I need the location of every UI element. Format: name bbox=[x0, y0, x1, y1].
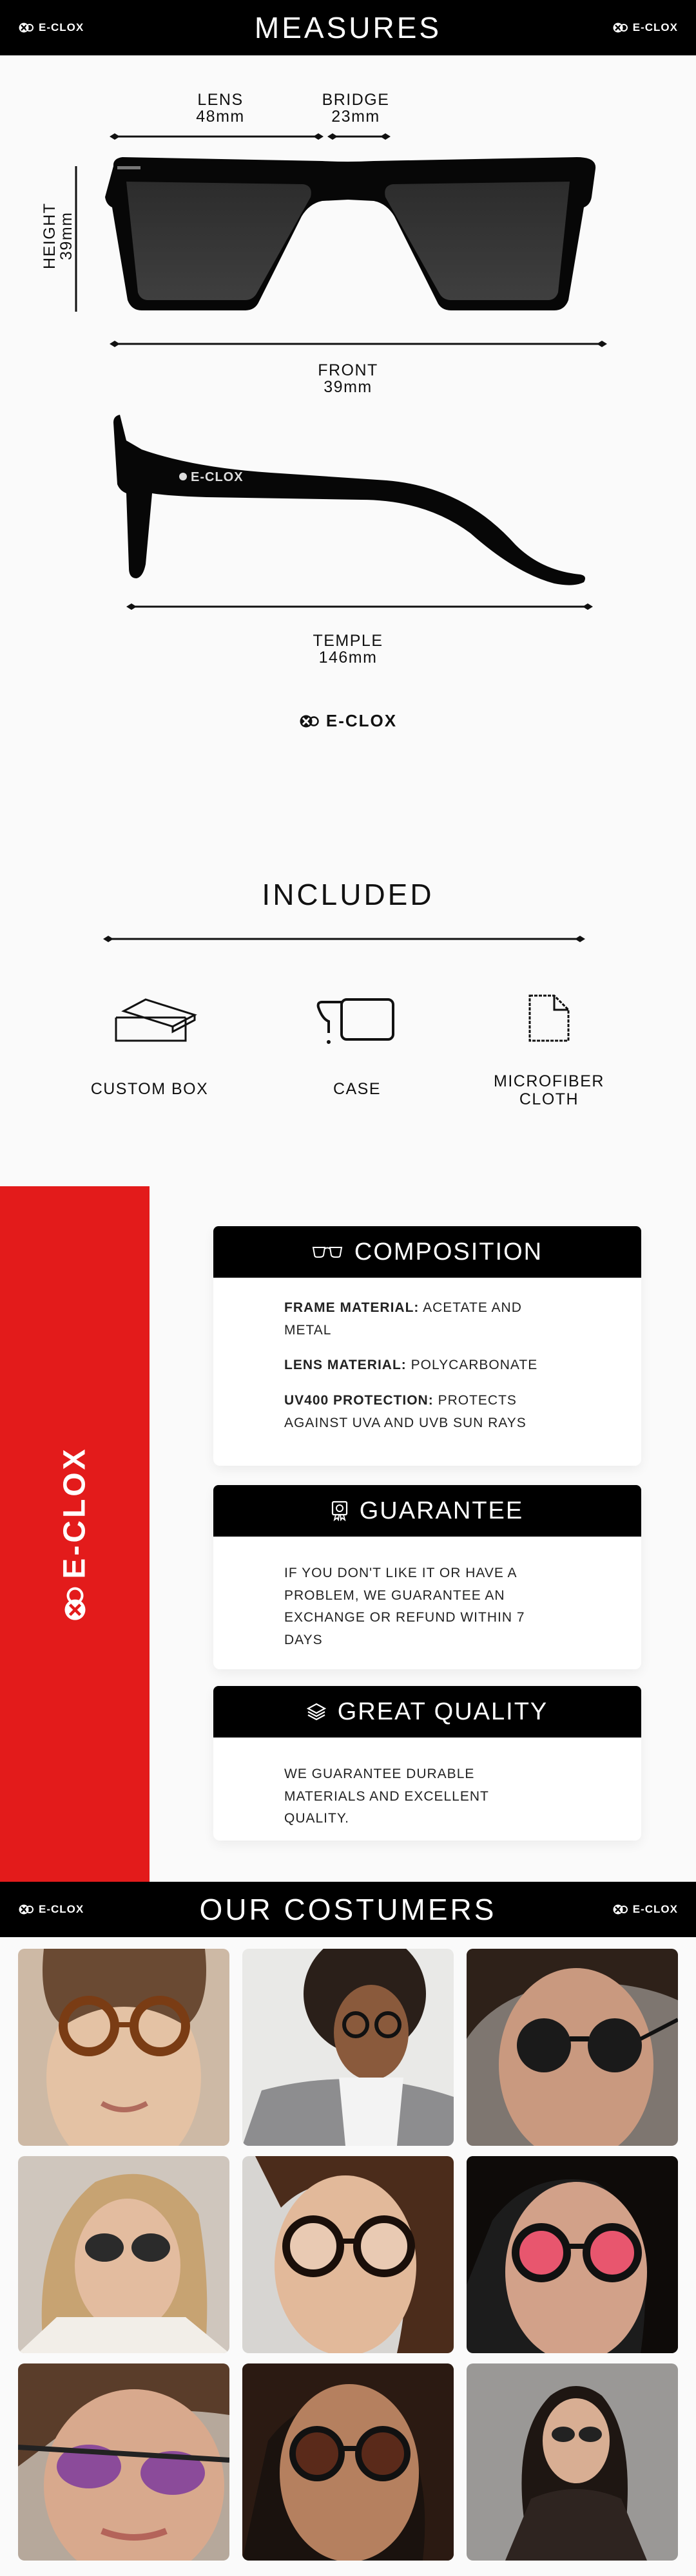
composition-card bbox=[213, 1226, 641, 1466]
brand-name: E-CLOX bbox=[325, 711, 398, 730]
guarantee-card bbox=[213, 1485, 641, 1669]
measures-illustration bbox=[0, 55, 696, 738]
front-value: 39mm bbox=[324, 378, 372, 397]
guarantee-icon bbox=[331, 1501, 348, 1521]
height-value: 39mm bbox=[57, 211, 75, 260]
customer-photo bbox=[242, 1949, 454, 2146]
measures-header bbox=[0, 0, 696, 55]
layers-icon bbox=[307, 1703, 326, 1721]
quality-text: WE GUARANTEE DURABLE MATERIALS AND EXCELLENT QUALITY. bbox=[284, 1766, 489, 1826]
case-icon bbox=[313, 993, 401, 1051]
included-item-microfiber-cloth bbox=[465, 1073, 633, 1108]
brand-name: E-CLOX bbox=[57, 1446, 92, 1579]
measures-title: MEASURES bbox=[254, 11, 442, 44]
uv-protection-label: UV400 PROTECTION: bbox=[284, 1392, 434, 1408]
brand-logo bbox=[612, 1903, 678, 1916]
glasses-icon bbox=[312, 1245, 343, 1259]
composition-body bbox=[213, 1278, 641, 1450]
included-item-custom-box: CUSTOM BOX bbox=[90, 1080, 209, 1098]
lens-value: 48mm bbox=[196, 108, 245, 126]
brand-mark-icon bbox=[299, 714, 321, 728]
quality-body bbox=[213, 1738, 641, 1846]
cloth-label-line2: CLOTH bbox=[519, 1090, 579, 1108]
sunglasses-side-view bbox=[113, 415, 585, 585]
customer-photo bbox=[467, 2363, 678, 2561]
brand-logo bbox=[612, 21, 678, 34]
quality-card bbox=[213, 1686, 641, 1841]
front-label: FRONT bbox=[318, 361, 378, 379]
customer-photo bbox=[467, 1949, 678, 2146]
brand-mark-icon bbox=[612, 1904, 629, 1915]
guarantee-title: GUARANTEE bbox=[359, 1497, 524, 1524]
included-title: INCLUDED bbox=[262, 878, 434, 911]
customer-photo bbox=[18, 2156, 229, 2353]
frame-material-value: ACETATE AND METAL bbox=[284, 1300, 522, 1338]
cloth-label-line1: MICROFIBER bbox=[494, 1072, 604, 1090]
customer-photo bbox=[18, 2363, 229, 2561]
quality-title: GREAT QUALITY bbox=[337, 1698, 548, 1725]
bridge-value: 23mm bbox=[331, 108, 380, 126]
customer-photo bbox=[242, 2156, 454, 2353]
included-divider bbox=[0, 931, 696, 947]
frame-material-row bbox=[284, 1297, 570, 1341]
brand-name: E-CLOX bbox=[39, 21, 84, 33]
lens-material-value: POLYCARBONATE bbox=[411, 1358, 538, 1373]
box-icon bbox=[111, 996, 198, 1047]
uv-protection-value: PROTECTS AGAINST UVA AND UVB SUN RAYS bbox=[284, 1392, 527, 1430]
temple-label: TEMPLE bbox=[313, 632, 383, 650]
guarantee-body bbox=[213, 1537, 641, 1667]
height-label: HEIGHT bbox=[40, 202, 59, 269]
customer-photo-grid bbox=[18, 1949, 678, 2561]
lens-material-row bbox=[284, 1354, 570, 1377]
customers-header bbox=[0, 1882, 696, 1937]
composition-title: COMPOSITION bbox=[354, 1238, 543, 1265]
guarantee-header bbox=[213, 1485, 641, 1537]
guarantee-text: IF YOU DON'T LIKE IT OR HAVE A PROBLEM, WE GUARANTEE AN EXCHANGE OR REFUND WITHIN 7 DAYS bbox=[284, 1566, 525, 1647]
brand-mark-icon bbox=[63, 1586, 87, 1622]
vertical-brand-logo bbox=[57, 1446, 93, 1621]
composition-header bbox=[213, 1226, 641, 1278]
included-item-case: CASE bbox=[333, 1080, 382, 1098]
frame-material-label: FRAME MATERIAL: bbox=[284, 1300, 420, 1315]
customers-title: OUR COSTUMERS bbox=[199, 1893, 497, 1926]
lens-label: LENS bbox=[197, 91, 244, 109]
brand-mark-icon bbox=[612, 22, 629, 33]
brand-name: E-CLOX bbox=[632, 21, 678, 33]
sunglasses-front-view bbox=[105, 157, 595, 310]
center-brand-logo bbox=[0, 711, 696, 731]
customer-photo bbox=[18, 1949, 229, 2146]
quality-header bbox=[213, 1686, 641, 1738]
uv-protection-row bbox=[284, 1390, 570, 1434]
customer-photo bbox=[467, 2156, 678, 2353]
brand-name: E-CLOX bbox=[632, 1903, 678, 1915]
customer-photo bbox=[242, 2363, 454, 2561]
temple-value: 146mm bbox=[318, 649, 378, 667]
bridge-label: BRIDGE bbox=[322, 91, 390, 109]
cloth-icon bbox=[523, 993, 575, 1045]
svg-text:E-CLOX: E-CLOX bbox=[191, 470, 244, 484]
lens-material-label: LENS MATERIAL: bbox=[284, 1358, 407, 1373]
brand-name: E-CLOX bbox=[39, 1903, 84, 1915]
